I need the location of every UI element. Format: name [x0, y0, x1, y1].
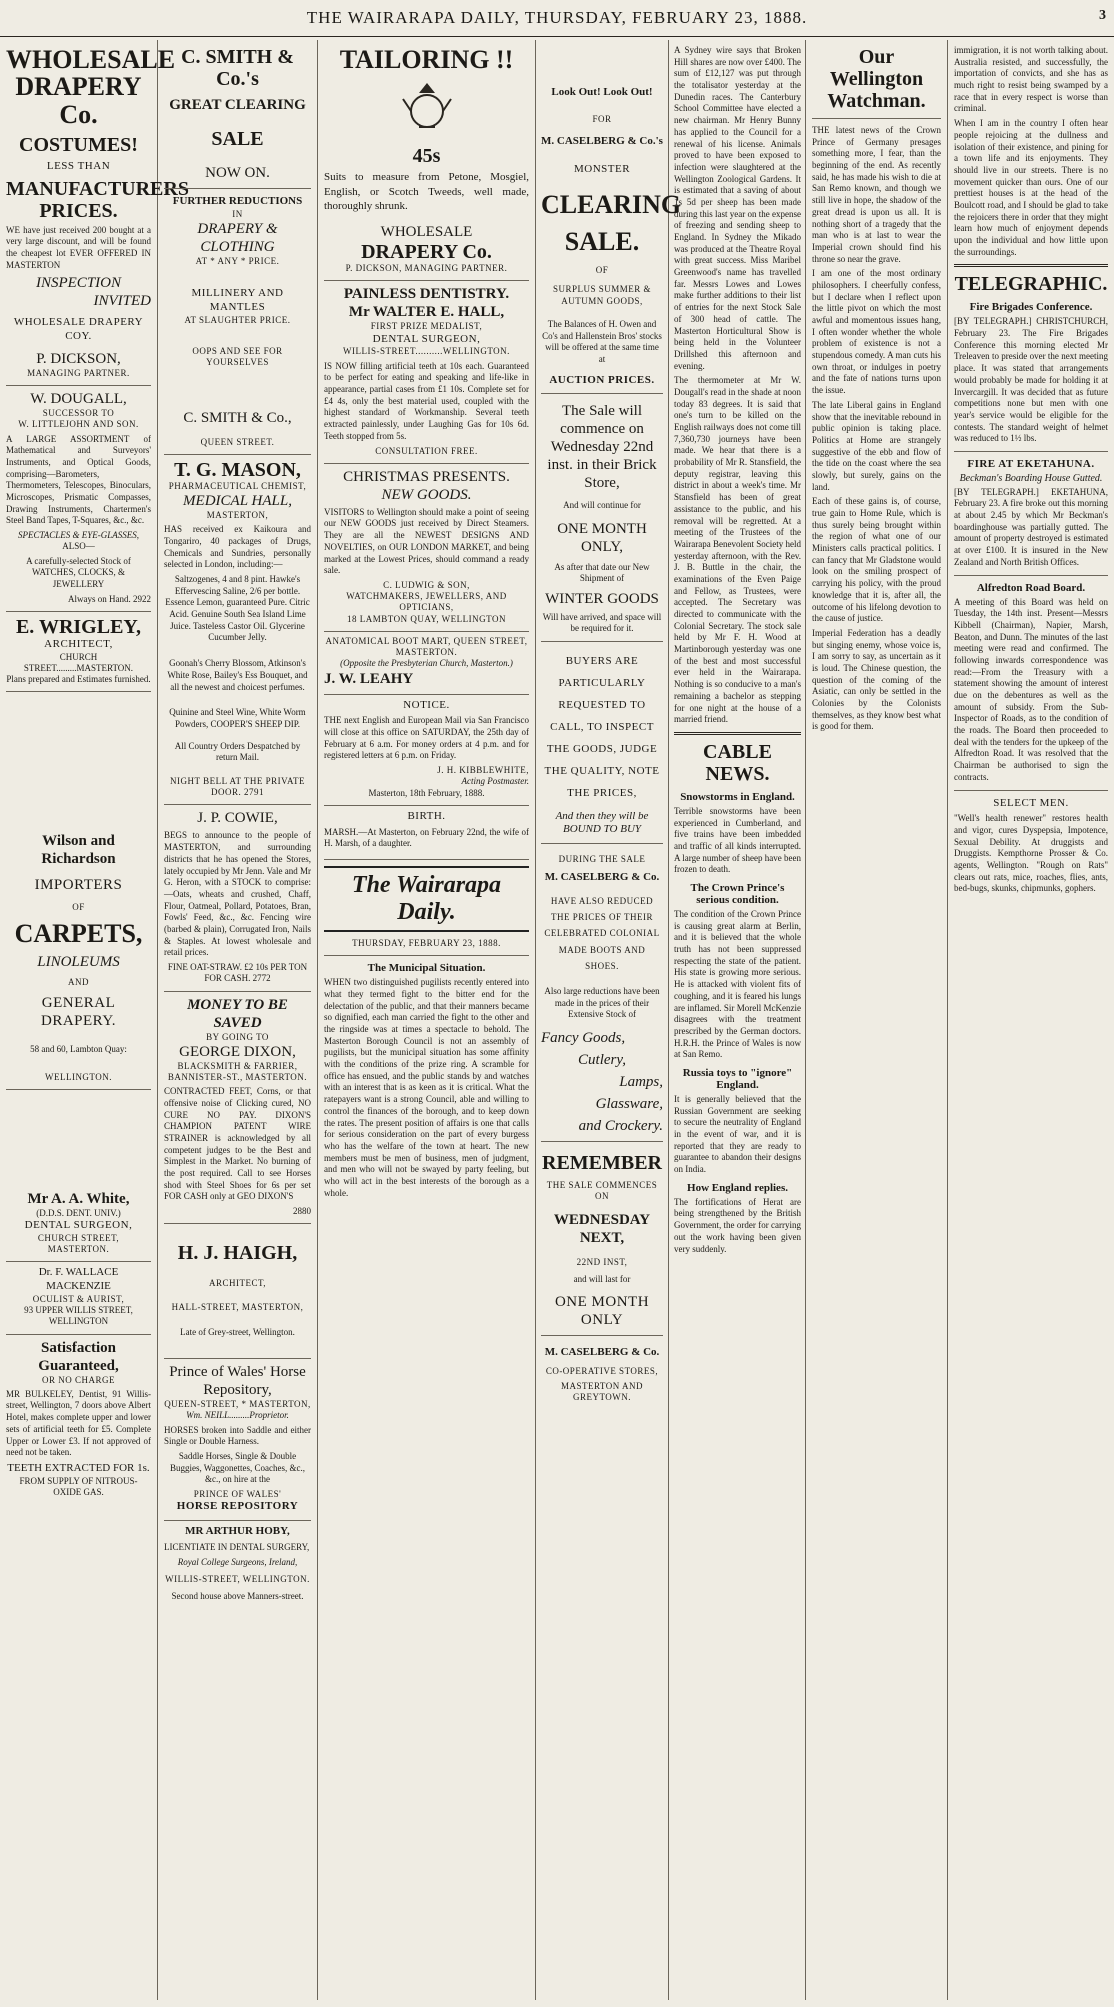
- news-body: A meeting of this Board was held on Tuesday, the 14th inst. Present—Messrs Kibbell (Chairman), Napier, Marsh, Beaton, and Dunn. The minutes of the last meeting were read and confirmed. The following inwards correspondence was read:—From the Treasury with a statement showing the amount of interest due on the debentures as well as the amount of subsidy. From the Sub-Inspector of Roads, as to the condition of the roads. The Board then proceeded to deal with the tenders for the upkeep of the Alfredton Road. It was resolved that the Chairman be authorised to sign the contracts.: [954, 596, 1108, 782]
- ad-subtitle: OOPS AND SEE FOR YOURSELVES: [192, 346, 283, 368]
- ad-footer-text: FINE OAT-STRAW. £2 10s PER TON FOR CASH.: [167, 962, 308, 984]
- news-subheading: Beckman's Boarding House Gutted.: [959, 472, 1103, 484]
- ad-subtitle: THE SALE COMMENCES ON: [546, 1180, 658, 1202]
- ad-heading: SALE: [211, 128, 264, 150]
- ad-body: CONTRACTED FEET, Corns, or that offensive noise of Clicking cured, NO CURE NO PAY. DIXON'S CHAMPION PATENT WIRE STRAINER is acknowledged by all competent judges to be the Best and Simplest in the Market. No burning of the post required. Call to see Horses shod with Steel Shoes for 6s per set FOR CASH only at GEO DIXON'S: [164, 1086, 311, 1202]
- ad-body: HAVE ALSO REDUCED THE PRICES OF THEIR CELEBRATED COLONIAL MADE BOOTS AND SHOES.: [544, 896, 660, 971]
- ad-footer-text: Always on Hand.: [68, 593, 131, 604]
- ad-name: C. LUDWIG & SON,: [383, 579, 470, 590]
- ad-subtitle: OF: [72, 902, 85, 913]
- ad-subtitle: OF: [595, 265, 609, 276]
- column-5: [806, 40, 948, 2000]
- ad-price: 45s: [412, 145, 441, 168]
- ad-heading: MANUFACTURERS PRICES.: [6, 177, 189, 222]
- caselberg-ad: [536, 40, 682, 2000]
- royal-crest-icon: [397, 79, 457, 139]
- smith-clearing-ad: [164, 42, 311, 455]
- ad-subtitle: OCULIST & AURIST,: [32, 1293, 125, 1304]
- prince-wales-ad: [164, 1359, 311, 1521]
- ad-name: M. CASELBERG & Co.'s: [541, 135, 663, 147]
- local-news: [669, 40, 806, 2000]
- ad-body: WE have just received 200 bought at a very large discount, and will be found the cheapest lot EVER OFFERED IN MASTERTON: [6, 224, 151, 270]
- ad-heading: DRAPERY Co.: [361, 241, 492, 264]
- ad-title: WHOLESALE DRAPERY Co.: [6, 45, 176, 129]
- column-6: [948, 40, 1114, 2000]
- ad-body: IS NOW filling artificial teeth at 10s each. Guaranteed to be perfect for eating and speaking and life-like in appearance, partial cases from £1 10s. Complete set for £4 4s, only the best material used, coupled with the highest standard of Workmanship. Several teeth extracted painlessly, under Laughing Gas for 10s 6d. Teeth stopped from 5s.: [324, 360, 529, 441]
- ad-body: HORSES broken into Saddle and either Single or Double Harness.: [164, 1424, 311, 1447]
- ad-heading: NOW ON.: [205, 165, 270, 181]
- ad-address: MASTERTON,: [206, 510, 269, 520]
- ad-heading: PAINLESS DENTISTRY.: [343, 286, 510, 303]
- bulkeley-ad: [6, 1335, 151, 1505]
- wrigley-ad: [6, 612, 151, 693]
- ad-heading: INVITED: [93, 293, 151, 310]
- ad-heading: MEDICAL HALL,: [183, 493, 292, 509]
- ad-subtitle: Will have arrived, and space will be required for it.: [542, 612, 662, 634]
- ad-subtitle: (Opposite the Presbyterian Church, Masterton.): [340, 658, 513, 669]
- ad-subtitle: SURPLUS SUMMER & AUTUMN GOODS,: [552, 284, 652, 306]
- ad-heading: The Sale will commence on Wednesday 22nd inst. in their Brick Store,: [547, 403, 657, 492]
- news-heading: CABLE NEWS.: [703, 740, 772, 785]
- news-body: [BY TELEGRAPH.] EKETAHUNA, February 23. A fire broke out this morning at about 2.45 by which Mr Beckman's boardinghouse was partially gutted. The amount of property destroyed is estimated at over £100. It is insured in the New Zealand and North British Offices.: [954, 486, 1108, 567]
- ad-subtitle: And will continue for: [563, 500, 641, 511]
- ad-body: Quinine and Steel Wine, White Worm Powders, COOPER'S SHEEP DIP.: [169, 707, 306, 729]
- ad-subtitle: and will last for: [573, 1273, 631, 1284]
- ad-heading: Satisfaction Guaranteed,: [38, 1339, 119, 1374]
- ad-item: Lamps,: [619, 1074, 663, 1091]
- column-1: [0, 40, 189, 2000]
- ad-name: Dr. F. WALLACE MACKENZIE: [38, 1266, 119, 1292]
- ad-name: J. W. LEAHY: [324, 670, 414, 687]
- ad-subtitle: FIRST PRIZE MEDALIST,: [370, 321, 483, 332]
- ad-heading: DRAPERY & CLOTHING: [197, 221, 278, 255]
- news-heading: SELECT MEN.: [993, 796, 1069, 809]
- ad-address: 93 UPPER WILLIS STREET, WELLINGTON: [24, 1305, 133, 1327]
- ad-body: Plans prepared and Estimates furnished.: [6, 674, 151, 685]
- ad-heading: GREAT CLEARING: [169, 97, 306, 113]
- article-body: Each of these gains is, of course, true gain to Home Rule, which is thus surely being brought within the region of what one of our Ministers calls practical politics. I can fancy that Mr Gladstone would look on the smiling prospect of carrying his policy, with the proud knowledge that it is, after all, the outcome of his lifelong devotion to the cause of justice.: [812, 496, 941, 624]
- ad-body: THE next English and European Mail via San Francisco will close at this office on SATURDAY, the 25th day of February at 6 a.m. For money orders at 4 p.m. and for registered letters at 6 p.m. on Friday.: [324, 715, 529, 761]
- news-body: A Sydney wire says that Broken Hill shares are now over £400. The sum of £12,127 was put through the totalisator yesterday at the Dunedin races. The Canterbury School Committee have elected a new chairman. Mr Henry Bunny has applied to the Council for a renewal of his license. Animals proved to have been exposed to infection were slaughtered at the Wellington Zoological Gardens. It is estimated that a saving of about 1s 5d per sheep has been made during this last year on the expense of freezing and sending sheep to England. In Sydney the Mikado was produced at the Theatre Royal with great success. Miss Maribel Greenwood's name has travelled far. Messrs Lowes and Lowes make further additions to their list of entries for the next Stock Sale of 300 head of cattle. The Masterton Horticultural Show is being held in the Volunteer Drillshed this afternoon and evening.: [674, 45, 801, 371]
- ad-heading: GENERAL DRAPERY.: [40, 995, 116, 1030]
- news-heading: Alfredton Road Board.: [976, 581, 1086, 594]
- ad-subtitle: W. LITTLEJOHN AND SON.: [18, 419, 139, 430]
- ad-subtitle: (D.D.S. DENT. UNIV.): [36, 1207, 121, 1218]
- mason-ad: [164, 455, 311, 806]
- ludwig-ad: [324, 464, 529, 632]
- ad-name: J. P. COWIE,: [197, 810, 278, 827]
- notice-ad: [324, 695, 529, 806]
- ad-subtitle: OR NO CHARGE: [41, 1374, 115, 1385]
- ad-name: E. WRIGLEY,: [15, 615, 142, 638]
- ad-heading: And then they will be BOUND TO BUY: [555, 809, 649, 836]
- editorial: [324, 866, 529, 1199]
- news-body: Terrible snowstorms have been experienced in Cumberland, and five trains have been imbedded and traffic of all kinds interrupted. A large number of sheep have been frozen to death.: [674, 805, 801, 875]
- ad-address: 18 LAMBTON QUAY, WELLINGTON: [346, 613, 506, 624]
- ad-subtitle: WATCHMAKERS, JEWELLERS, AND OPTICIANS,: [346, 591, 507, 613]
- ad-subtitle: Acting Postmaster.: [461, 776, 529, 787]
- ad-heading: INSPECTION: [35, 275, 121, 292]
- ad-subtitle: DURING THE SALE: [558, 854, 646, 865]
- divider: [674, 732, 801, 735]
- ad-name: T. G. MASON,: [174, 458, 301, 481]
- dougall-ad: [6, 386, 151, 612]
- news-body: The condition of the Crown Prince is causing great alarm at Berlin, and it is believed that the whole truth has not been suppressed respecting the state of the patient. His state is growing more serious. He is attacked with violent fits of coughing, and it is feared his lungs are inflamed. Sir Morell McKenzie disagrees with the treatment prescribed by the German doctors. H.R.H. the Prince of Wales is now at San Remo.: [674, 909, 801, 1060]
- ad-subtitle: FROM SUPPLY OF NITROUS-OXIDE GAS.: [19, 1475, 138, 1497]
- divider: [541, 1141, 663, 1142]
- page-number: 3: [1099, 8, 1106, 23]
- article-body: I am one of the most ordinary philosophers. I cheerfully confess, but I declare when I reflect upon the little pivot on which the most awful and momentous issues hang, I often wonder whether the whole problem of existence is not a stupendous comedy. A man cuts his own throat, or indulges in poetry and the fate of nations turns upon the issue.: [812, 268, 941, 396]
- ad-heading: WINTER GOODS: [545, 591, 659, 608]
- ad-subtitle: DENTAL SURGEON,: [24, 1219, 133, 1231]
- ad-body: VISITORS to Wellington should make a point of seeing our NEW GOODS just received by Direct Steamers. They are all the NEWEST DESIGNS AND NOVELTIES, on OUR LONDON MARKET, and being marked at the Lowest Prices, should command a ready sale.: [324, 506, 529, 576]
- ad-number: 2880: [293, 1206, 311, 1217]
- ad-name: P. DICKSON,: [36, 350, 121, 367]
- ad-subtitle: SUCCESSOR TO: [42, 408, 115, 419]
- ad-title: C. SMITH & Co.'s: [181, 46, 294, 90]
- ad-body: Saltzogenes, 4 and 8 pint. Hawke's Effervescing Saline, 2/6 per bottle. Essence Lemon, guaranteed Pure. Citric Acid. Genuine South Sea Island Lime Juice. Tasteless Castor Oil. Glycerine Cucumber Jelly.: [165, 574, 310, 643]
- article-body: The late Liberal gains in England show that the inevitable rebound in public opinion is taking place. Politics at Home are strangely suggestive of the ebb and flow of the tide on the coast where the sea slowly, but surely, gains on the land.: [812, 399, 941, 492]
- ad-subtitle: MANAGING PARTNER.: [27, 367, 130, 378]
- ad-address: MASTERTON AND GREYTOWN.: [560, 1381, 644, 1403]
- ad-body: MARSH.—At Masterton, on February 22nd, the wife of H. Marsh, of a daughter.: [324, 826, 529, 849]
- ad-footer: [164, 962, 311, 985]
- bootmart-ad: [324, 632, 529, 695]
- ad-body: Also large reductions have been made in the prices of their Extensive Stock of: [544, 986, 660, 1020]
- divider: [954, 451, 1108, 452]
- ad-address: QUEEN STREET.: [200, 436, 275, 447]
- news-subheading: The Crown Prince's serious condition.: [690, 882, 785, 906]
- ad-heading: ANATOMICAL BOOT MART, QUEEN STREET, MASTERTON.: [325, 635, 528, 658]
- ad-item: and Crockery.: [578, 1118, 663, 1135]
- ad-subtitle: FOR: [592, 113, 612, 124]
- ad-heading: WHOLESALE: [380, 224, 473, 241]
- ad-address: WELLINGTON.: [44, 1071, 113, 1082]
- ad-subtitle: CO-OPERATIVE STORES,: [545, 1365, 659, 1376]
- ad-signature: WHOLESALE DRAPERY COY.: [13, 316, 144, 343]
- ad-footer: [6, 594, 151, 605]
- divider: [324, 955, 529, 956]
- ad-heading: ONE MONTH ONLY: [554, 1294, 650, 1329]
- news-subheading: How England replies.: [687, 1181, 788, 1194]
- ad-name: J. H. KIBBLEWHITE,: [437, 765, 529, 776]
- mackenzie-ad: [6, 1262, 151, 1334]
- divider: [954, 264, 1108, 267]
- ad-address: CHURCH STREET, MASTERTON.: [37, 1232, 120, 1254]
- ad-body: Suits to measure from Petone, Mosgiel, English, or Scotch Tweeds, well made, thoroughly shrunk.: [324, 171, 529, 212]
- ad-name: Wilson and Richardson: [41, 833, 116, 868]
- ad-subtitle: As after that date our New Shipment of: [554, 561, 650, 583]
- ad-address: 58 and 60, Lambton Quay:: [30, 1044, 127, 1055]
- ad-address: Late of Grey-street, Wellington.: [180, 1326, 295, 1337]
- ad-footer: [164, 776, 311, 799]
- ad-subheading: LESS THAN: [46, 159, 111, 172]
- caselberg-ad-inner: [541, 42, 682, 1410]
- ad-number: 2791: [244, 787, 264, 798]
- ad-body: HAS received ex Kaikoura and Tongariro, 40 packages of Drugs, Chemicals and Sundries, personally selected in London, including:—: [164, 524, 311, 570]
- ad-subtitle: BLACKSMITH & FARRIER,: [177, 1060, 298, 1071]
- ad-heading: HORSE REPOSITORY: [176, 1500, 299, 1513]
- ad-heading: AUCTION PRICES.: [549, 373, 655, 386]
- masthead: [0, 0, 1114, 37]
- ad-heading: SALE.: [564, 226, 640, 256]
- ad-name: M. CASELBERG & Co.: [544, 871, 660, 884]
- wilson-richardson-ad: [6, 692, 151, 1089]
- ad-body: LICENTIATE IN DENTAL SURGERY,: [164, 1541, 310, 1552]
- ad-heading: Look Out! Look Out!: [551, 86, 653, 98]
- ad-item: Cutlery,: [578, 1052, 626, 1069]
- editorial-body: WHEN two distinguished pugilists recently entered into what they termed fight to the bitter end for the delectation of the public, and that their manners became so dignified, each man carried the fight to the other and the ringside was at times a spectacle to behold. The Masterton Borough Council is not an assembly of pugilists, but the municipal situation has some affinity with the conditions of the prize ring. A scramble for office has ensued, and the public stands by and watches with an interest that is as keen as it is critical. What the ratepayers want is a strong Council, able and willing to control the finances of the borough, and to keep down the rates. The present position of affairs is one that calls for serious consideration on the part of every burgess who has the welfare of the town at heart. The new members must be men of business, men of judgment, and men who will not be swayed by party feeling, but who will act in the best interests of the borough as a whole.: [324, 977, 529, 1198]
- article-heading: Our Wellington Watchman.: [827, 46, 926, 112]
- ad-address: Second house above Manners-street.: [171, 1591, 304, 1601]
- divider: [541, 393, 663, 394]
- ad-subtitle: AND: [68, 977, 89, 987]
- ad-heading: BIRTH.: [407, 809, 446, 822]
- ad-body: The Balances of H. Owen and Co's and Hallenstein Bros' stocks will be offered at the same time at: [542, 318, 662, 364]
- ad-number: 2922: [133, 593, 151, 604]
- ad-heading: MONEY TO BE SAVED: [187, 996, 288, 1031]
- ad-subtitle: SPECTACLES & EYE-GLASSES,: [17, 530, 140, 541]
- ad-body: A carefully-selected Stock of WATCHES, CLOCKS, & JEWELLERY: [26, 555, 131, 590]
- ad-subtitle: PRINCE OF WALES': [193, 1489, 282, 1500]
- editorial-heading: The Municipal Situation.: [367, 962, 486, 975]
- ad-subtitle: AT * ANY * PRICE.: [195, 256, 280, 266]
- news-subheading: Russia toys to "ignore" England.: [682, 1066, 793, 1091]
- ad-heading: CARPETS,: [14, 918, 143, 948]
- ad-body: A LARGE ASSORTMENT of Mathematical and Surveyors' Instruments, and Optical Goods, comprising—Barometers, Thermometers, Telescopes, Binoculars, Microscopes, Prismatic Compasses, Drawing Instruments, Chartermen's Steel Band Tapes, T-Squares, &c., &c.: [6, 433, 151, 526]
- birth-notice: [324, 806, 529, 860]
- ad-body: MR BULKELEY, Dentist, 91 Willis-street, Wellington, 7 doors above Albert Hotel, makes complete upper and lower sets of artificial teeth for £5. Complete Upper or Lower £3. If not approved of need not be taken.: [6, 1388, 151, 1458]
- ad-title: TAILORING !!: [339, 45, 514, 74]
- hoby-ad: [164, 1521, 311, 1608]
- ad-address: WILLIS-STREET, WELLINGTON.: [165, 1573, 310, 1584]
- ad-number: 2772: [252, 973, 271, 984]
- ad-heading: CLEARING: [541, 189, 682, 219]
- ad-heading: NOTICE.: [403, 698, 450, 711]
- news-body: It is generally believed that the Russian Government are seeking to secure the neutrality of England in the event of war, and it is reported that they are ready to guarantee to abandon their designs on India.: [674, 1093, 801, 1175]
- ad-body: Saddle Horses, Single & Double Buggies, Waggonettes, Coaches, &c., &c., on hire at the: [169, 1451, 306, 1485]
- ad-heading: MONSTER: [573, 162, 631, 175]
- ad-subtitle: Royal College Surgeons, Ireland,: [177, 1556, 298, 1567]
- column-3: [318, 40, 536, 2000]
- ad-name: W. DOUGALL,: [30, 391, 127, 408]
- article-body: Imperial Federation has a deadly but singing enemy, whose voice is, I am sorry to say, as uncertain as it is loud. The Chinese question, the question of the coming of the Asiatic, can only be settled in the Colonies by the Colonists themselves, as they know best what is good for them.: [812, 627, 941, 732]
- ad-address: CHURCH STREET.........MASTERTON.: [23, 651, 134, 673]
- ad-subtitle: IMPORTERS: [34, 877, 123, 894]
- ad-subtitle: DENTAL SURGEON,: [372, 332, 481, 345]
- ad-subtitle: AT SLAUGHTER PRICE.: [184, 314, 291, 325]
- ad-heading: TEETH EXTRACTED FOR 1s.: [7, 1461, 150, 1474]
- ad-heading: COSTUMES!: [19, 133, 138, 156]
- news-heading: TELEGRAPHIC.: [954, 273, 1108, 296]
- divider: [541, 1335, 663, 1336]
- ad-heading: FURTHER REDUCTIONS: [172, 195, 303, 207]
- ad-subtitle: ARCHITECT,: [44, 637, 113, 650]
- paper-date: THURSDAY, FEBRUARY 23, 1888.: [352, 938, 501, 948]
- ad-subtitle: 22ND INST,: [576, 1256, 628, 1267]
- ad-name: C. SMITH & Co.,: [183, 409, 292, 426]
- white-dentist-ad: [6, 1090, 151, 1263]
- ad-subtitle: BY GOING TO: [206, 1031, 269, 1042]
- news-heading: FIRE AT EKETAHUNA.: [967, 457, 1095, 470]
- ad-name: Mr A. A. White,: [27, 1190, 130, 1207]
- hall-dentist-ad: [324, 281, 529, 463]
- masthead-title: THE WAIRARAPA DAILY, THURSDAY, FEBRUARY 23, 1888.: [306, 8, 808, 27]
- ad-heading: BUYERS ARE PARTICULARLY REQUESTED TO CALL, TO INSPECT THE GOODS, JUDGE THE QUALITY, NOTE THE PRICES,: [544, 654, 660, 799]
- ad-heading: NEW GOODS.: [381, 486, 472, 503]
- ad-name: MR ARTHUR HOBY,: [185, 1525, 290, 1538]
- ad-name: M. CASELBERG & Co.: [544, 1346, 660, 1359]
- ad-heading: MILLINERY AND MANTLES: [191, 287, 284, 313]
- ad-footer-text: Masterton, 18th February, 1888.: [368, 787, 485, 798]
- ad-address: WILLIS-STREET..........WELLINGTON.: [343, 346, 510, 357]
- ad-heading: Prince of Wales' Horse Repository,: [169, 1364, 306, 1399]
- ad-name: Mr WALTER E. HALL,: [348, 304, 505, 321]
- news-subheading: Fire Brigades Conference.: [969, 301, 1093, 314]
- paper-title: The Wairarapa Daily.: [324, 866, 529, 932]
- ad-name: GEORGE DIXON,: [179, 1043, 296, 1060]
- ad-body: BEGS to announce to the people of MASTERTON, and surrounding districts that he has opened the Stores, lately occupied by Mr Jenn. Vale and Mr G. Heron, with a STOCK to comprise:—Oats, wheats and crushed, Chaff, Flour, Oatmeal, Pollard, Potatoes, Bran, Fowls' Feed, &c., &c. Fencing wire (barbed & plain), Corrugated Iron, Nails & Staples. At lowest wholesale and retail prices.: [164, 830, 311, 958]
- ad-item: Fancy Goods,: [541, 1030, 626, 1047]
- news-body: The fortifications of Herat are being strengthened by the British Government, the order for carrying out the work having been given very suddenly.: [674, 1196, 801, 1254]
- cowie-ad: [164, 805, 311, 991]
- article-body: When I am in the country I often hear people rejoicing at the dullness and isolation of their existence, and pining for a town life and its enjoyments. They should live in our streets. There is no movement quicker than ours. One of our prettiest houses is at the head of the Boulcott road, and I should be glad to take the rejoicers there in order that they might learn how much of enjoyment depends upon the individual and how little upon the surroundings.: [954, 118, 1108, 257]
- ad-body: All Country Orders Despatched by return Mail.: [174, 740, 301, 763]
- ad-subtitle: IN: [232, 208, 243, 219]
- ad-address: BANNISTER-ST., MASTERTON.: [167, 1072, 308, 1082]
- ad-body: Goonah's Cherry Blossom, Atkinson's White Rose, Bailey's Ess Bouquet, and all the newest and choicest perfumes.: [167, 658, 308, 692]
- article-body: THE latest news of the Crown Prince of Germany presages something more, I fear, than the beginning of the end. As recently said, he has made his wish to die at San Remo known, and though we still live in hope, the shadow of the great dread is upon us all. It is nothing short of a tragedy that the man who is at last to wear the Imperial crown should find his throne so near the grave.: [812, 125, 941, 264]
- ad-address: HALL-STREET, MASTERTON,: [171, 1301, 304, 1312]
- divider: [812, 118, 941, 119]
- ad-footer-text: NIGHT BELL AT THE PRIVATE DOOR.: [169, 775, 305, 798]
- wholesale-drapery-ad: [6, 42, 189, 386]
- ad-subtitle: P. DICKSON, MANAGING PARTNER.: [345, 263, 508, 274]
- ad-name: H. J. HAIGH,: [177, 1242, 298, 1265]
- ad-heading: CHRISTMAS PRESENTS.: [343, 468, 510, 485]
- haigh-ad: [164, 1224, 311, 1359]
- divider: [541, 843, 663, 844]
- news-body: [BY TELEGRAPH.] CHRISTCHURCH, February 23. The Fire Brigades Conference this morning elected Mr Treleaven to preside over the next meeting place. It was stated that arrangements would probably be made for holding it at Invercargill. It was decided that as future competitions none but men with one year's service would be eligible for the contests. The standard weight of helmet was reduced to 1½ lbs.: [954, 316, 1108, 444]
- article-body: immigration, it is not worth talking about. Australia resisted, and successfully, the importation of convicts, and she has as much right to resist being swamped by a race that in every respect is worse than criminal.: [954, 45, 1108, 114]
- divider: [954, 575, 1108, 576]
- ad-subtitle: ARCHITECT,: [208, 1278, 267, 1289]
- ad-subtitle: PHARMACEUTICAL CHEMIST,: [168, 480, 307, 491]
- divider: [164, 188, 311, 189]
- tailoring-ad: [324, 42, 529, 281]
- ad-subtitle: ALSO—: [62, 541, 95, 552]
- ad-heading: ONE MONTH ONLY,: [557, 520, 647, 555]
- ad-heading: REMEMBER: [542, 1152, 662, 1175]
- news-body: The thermometer at Mr W. Dougall's read in the shade at noon today 83 degrees. It is said that one's turn to be killed on the English railways does not come till 7,360,730 journeys have been made. We hear that there is a probability of Mr R. Stansfield, the deputy registrar, leaving this district in about a week's time. Mr Stansfield has been of great assistance to the public, and his removal will be regretted. At a meeting of the Trustees of the Wairarapa Benevolent Society held yesterday afternoon, with the Rev. J. B. Buttle in the chair, the examinations of the Even Paige and Fellow, as Trustees, were accepted. The Secretary was directed to communicate with the Colonial Secretary. The stock sale held by Mr F. H. Wood at Martinborough yesterday was one of the best and most successful ever held in the Wairarapa. Nothing is so conducive to a man's remaining a bachelor as stepping for one night at the house of a married friend.: [674, 375, 801, 725]
- news-subheading: Snowstorms in England.: [680, 790, 795, 803]
- ad-address: QUEEN-STREET, * MASTERTON,: [164, 1399, 311, 1410]
- news-body: "Well's health renewer" restores health and vigor, cures Dyspepsia, Impotence, Sexual Debility. At druggists and Druggists. Kempthorne Prosser & Co. agents, Wellington. "Rough on Rats" clears out rats, mice, roaches, flies, ants, bed-bugs, skunks, chipmunks, gophers.: [954, 813, 1108, 894]
- ad-subtitle: Wm. NEILL.........Proprietor.: [186, 1410, 289, 1421]
- column-2: [158, 40, 318, 2000]
- divider: [541, 641, 663, 642]
- ad-item: Glassware,: [595, 1096, 663, 1113]
- dixon-ad: [164, 992, 311, 1225]
- column-4: [536, 40, 806, 2000]
- ad-subtitle: CONSULTATION FREE.: [375, 445, 478, 456]
- ad-heading: LINOLEUMS: [37, 954, 120, 970]
- divider: [954, 790, 1108, 791]
- ad-heading: WEDNESDAY NEXT,: [553, 1211, 651, 1246]
